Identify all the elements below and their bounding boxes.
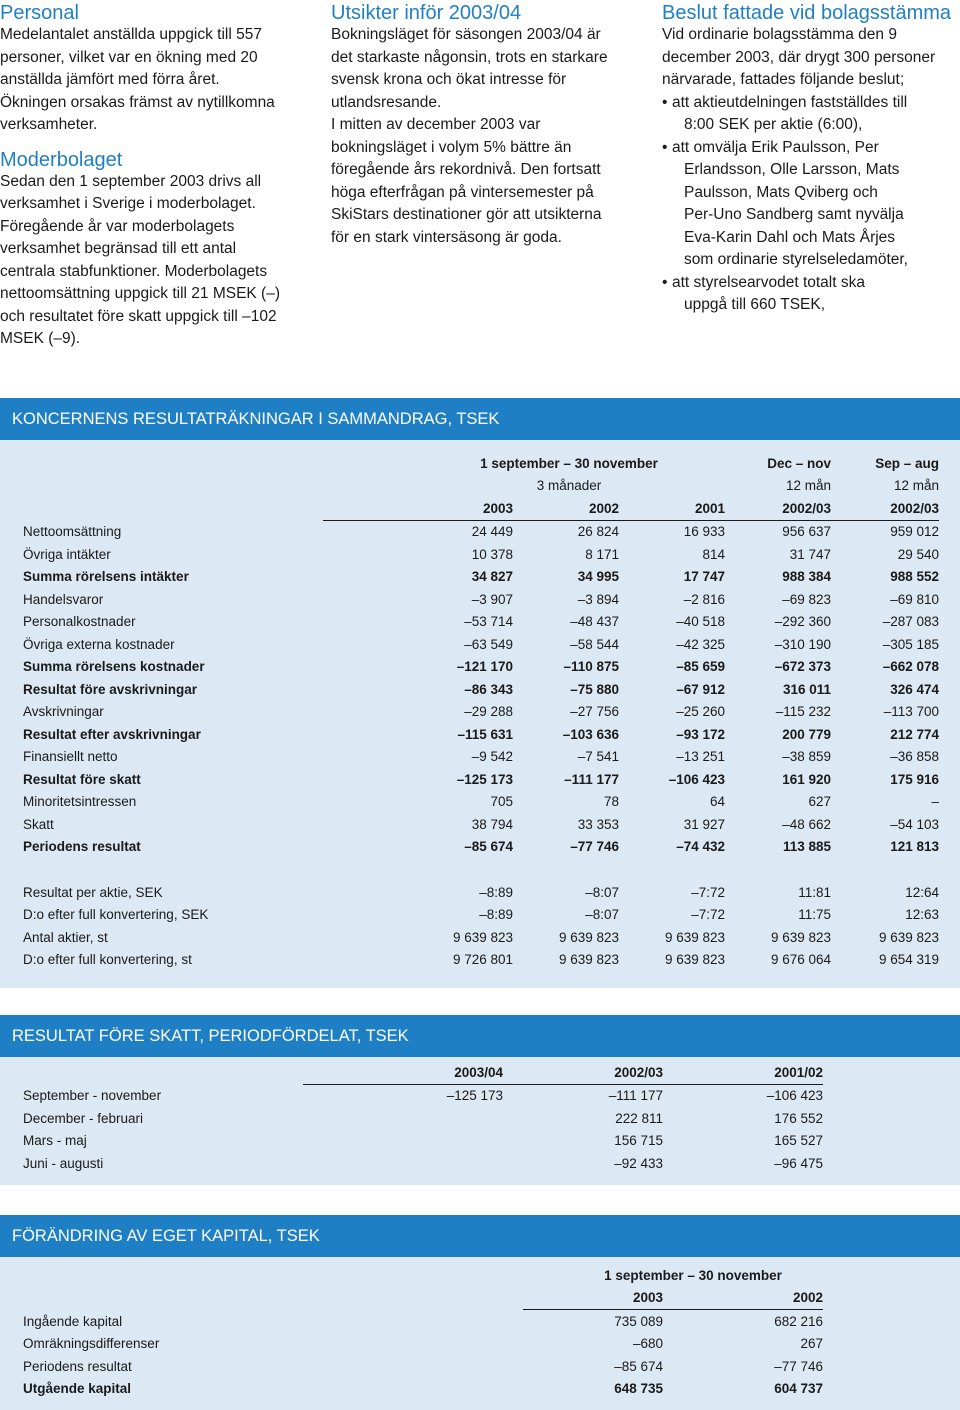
column-bolagsstamma — [662, 2, 952, 317]
table-row — [23, 813, 939, 836]
header-cell — [23, 1264, 523, 1287]
decision-item-dividend — [662, 92, 952, 137]
value-cell: – — [931, 794, 939, 810]
row-label: Personalkostnader — [23, 614, 136, 630]
value-cell: –9 542 — [471, 749, 513, 765]
value-cell — [303, 1107, 503, 1130]
value-cell: 31 927 — [683, 816, 725, 832]
spacer — [23, 858, 939, 881]
value-cell: 627 — [808, 794, 831, 810]
value-cell: –2 816 — [683, 591, 725, 607]
heading-personal: Personal — [0, 2, 79, 24]
value-cell: 9 639 823 — [664, 929, 725, 945]
value-cell: 9 639 823 — [664, 952, 725, 968]
value-cell: –36 858 — [890, 749, 939, 765]
heading-bolagsstamma: Beslut fattade vid bolagsstämma — [662, 2, 952, 24]
year-header: 2002/03 — [725, 497, 831, 520]
text-utsikter-2: I mitten av december 2003 var bokningsläget i volym 5% bättre än föregående års rekordnivå. Den fortsatt höga efterfrågan på vintersemester på SkiStars destinationer gör att utsikterna för en stark vintersäsong är goda. — [331, 116, 602, 246]
section-header-periodfordelat: RESULTAT FÖRE SKATT, PERIODFÖRDELAT, TSEK — [0, 1015, 960, 1057]
value-cell: 9 639 823 — [878, 929, 939, 945]
value-cell: –310 190 — [774, 636, 831, 652]
value-cell: 33 353 — [577, 816, 619, 832]
value-cell: 988 552 — [890, 569, 939, 585]
value-cell: –54 103 — [890, 816, 939, 832]
value-cell: 956 637 — [782, 524, 831, 540]
value-cell — [303, 1130, 503, 1153]
value-cell: –7 541 — [577, 749, 619, 765]
value-cell: 156 715 — [614, 1133, 663, 1149]
table-row — [23, 678, 939, 701]
section-header-resultatrakningar: KONCERNENS RESULTATRÄKNINGAR I SAMMANDRAG, TSEK — [0, 398, 960, 440]
value-cell: 648 735 — [614, 1381, 663, 1397]
year-header: 2002 — [513, 497, 619, 520]
row-label: Omräkningsdifferenser — [23, 1336, 160, 1352]
value-cell: –85 674 — [464, 839, 513, 855]
value-cell: –58 544 — [570, 636, 619, 652]
table-row — [23, 1152, 823, 1175]
table-row — [23, 701, 939, 724]
value-cell: 12:64 — [905, 884, 939, 900]
row-label: December - februari — [23, 1110, 144, 1126]
panel-periodfordelat — [0, 1057, 960, 1185]
decision-text: 8:00 SEK per aktie (6:00), — [684, 116, 863, 133]
year-header: 2002/03 — [503, 1061, 663, 1084]
value-cell: 11:75 — [798, 907, 831, 923]
value-cell: –53 714 — [464, 614, 513, 630]
decision-text: att aktieutdelningen fastställdes till — [672, 93, 908, 111]
panel-eget-kapital — [0, 1257, 960, 1410]
value-cell: –115 631 — [457, 726, 513, 742]
value-cell: 705 — [490, 794, 513, 810]
value-cell: 326 474 — [890, 681, 939, 697]
text-bolagsstamma: Vid ordinarie bolagsstämma den 9 december 2003, där drygt 300 personer närvarade, fattades följande beslut; — [662, 26, 936, 88]
value-cell: 176 552 — [774, 1110, 823, 1126]
row-label: Mars - maj — [23, 1133, 87, 1149]
row-label: Övriga externa kostnader — [23, 636, 175, 652]
value-cell: –48 662 — [782, 816, 831, 832]
value-cell: 113 885 — [782, 839, 831, 855]
header-12-months: 12 mån — [785, 478, 831, 494]
value-cell: –85 659 — [676, 659, 725, 675]
value-cell: –86 343 — [464, 681, 513, 697]
value-cell: –111 177 — [608, 1088, 663, 1104]
value-cell: 267 — [800, 1336, 823, 1352]
table-row — [23, 520, 939, 543]
value-cell: –48 437 — [570, 614, 619, 630]
value-cell: –29 288 — [464, 704, 513, 720]
table-row — [23, 656, 939, 679]
table-row — [23, 566, 939, 589]
table-row — [23, 1130, 823, 1153]
row-label: D:o efter full konvertering, SEK — [23, 907, 209, 923]
value-cell: –106 423 — [766, 1088, 823, 1104]
value-cell: 17 747 — [683, 569, 725, 585]
value-cell: –3 907 — [471, 591, 513, 607]
value-cell: 200 779 — [782, 726, 831, 742]
value-cell: –42 325 — [676, 636, 725, 652]
header-cell — [23, 452, 323, 475]
table-row — [23, 1310, 823, 1333]
value-cell: 9 726 801 — [452, 952, 513, 968]
value-cell: 9 639 823 — [558, 952, 619, 968]
table-row — [23, 768, 939, 791]
header-cell — [23, 497, 323, 520]
table-row — [23, 543, 939, 566]
value-cell: –96 475 — [774, 1155, 823, 1171]
value-cell: 38 794 — [471, 816, 513, 832]
header-cell — [23, 1061, 303, 1084]
row-label: Skatt — [23, 816, 54, 832]
table-row — [23, 1107, 823, 1130]
value-cell: 735 089 — [614, 1313, 663, 1329]
value-cell: 34 995 — [577, 569, 619, 585]
value-cell: –125 173 — [456, 771, 513, 787]
value-cell: –93 172 — [676, 726, 725, 742]
text-utsikter-1: Bokningsläget för säsongen 2003/04 är det starkaste någonsin, trots en starkare svensk krona och ökat intresse för utlandsresande. — [331, 26, 608, 111]
row-label: Resultat per aktie, SEK — [23, 884, 163, 900]
table-row — [23, 1333, 823, 1356]
value-cell: –69 810 — [890, 591, 939, 607]
text-personal: Medelantalet anställda uppgick till 557 personer, vilket var en ökning med 20 anställda jämfört med förra året. Ökningen orsakas främst av nytillkomna verksamheter. — [0, 26, 275, 133]
value-cell: 165 527 — [774, 1133, 823, 1149]
value-cell: –662 078 — [882, 659, 939, 675]
row-label: Finansiellt netto — [23, 749, 118, 765]
value-cell: 222 811 — [615, 1110, 663, 1126]
value-cell: –8:89 — [479, 884, 513, 900]
value-cell: –113 700 — [883, 704, 939, 720]
value-cell: 24 449 — [471, 524, 513, 540]
value-cell: –110 875 — [563, 659, 619, 675]
value-cell: 29 540 — [897, 546, 939, 562]
year-header: 2001/02 — [663, 1061, 823, 1084]
value-cell: –92 433 — [614, 1155, 663, 1171]
table-row — [23, 611, 939, 634]
row-label: Antal aktier, st — [23, 929, 108, 945]
header-sep-aug: Sep – aug — [875, 455, 939, 471]
year-header: 2002 — [663, 1287, 823, 1310]
table-row — [23, 881, 939, 904]
value-cell — [303, 1152, 503, 1175]
decision-text: uppgå till 660 TSEK, — [684, 296, 826, 313]
text-moderbolaget: Sedan den 1 september 2003 drivs all verksamhet i Sverige i moderbolaget. Föregående år var moderbolagets verksamhet begränsad till ett antal centrala stabfunktioner. Moderbolagets nettoomsättning uppgick till 21 MSEK (–) och resultatet före skatt uppgick till –102 MSEK (–9). — [0, 172, 280, 347]
value-cell: –25 260 — [676, 704, 725, 720]
value-cell: 212 774 — [890, 726, 939, 742]
value-cell: –74 432 — [676, 839, 725, 855]
row-label: Övriga intäkter — [23, 546, 111, 562]
decision-text: Erlandsson, Olle Larsson, Mats — [684, 161, 900, 178]
value-cell: 26 824 — [577, 524, 619, 540]
year-header: 2003 — [523, 1287, 663, 1310]
header-dec-nov: Dec – nov — [767, 455, 831, 471]
row-label: Minoritetsintressen — [23, 794, 137, 810]
value-cell: 10 378 — [471, 546, 513, 562]
header-cell — [23, 1287, 523, 1310]
decision-text: Paulsson, Mats Qviberg och — [684, 183, 878, 201]
value-cell: –7:72 — [691, 884, 725, 900]
value-cell: –7:72 — [691, 907, 725, 923]
section-header-eget-kapital: FÖRÄNDRING AV EGET KAPITAL, TSEK — [0, 1215, 960, 1257]
row-label: Periodens resultat — [23, 1358, 132, 1374]
equity-table — [23, 1264, 823, 1400]
row-label: Handelsvaror — [23, 591, 104, 607]
value-cell: 34 827 — [471, 569, 513, 585]
value-cell: 16 933 — [683, 524, 725, 540]
value-cell: –75 880 — [570, 681, 619, 697]
value-cell: –13 251 — [676, 749, 725, 765]
value-cell: –67 912 — [676, 681, 725, 697]
value-cell: 9 639 823 — [770, 929, 831, 945]
table-row — [23, 588, 939, 611]
panel-resultatrakningar — [0, 440, 960, 988]
header-3-months: 3 månader — [536, 478, 602, 494]
value-cell: –305 185 — [882, 636, 939, 652]
value-cell: –3 894 — [577, 591, 619, 607]
decision-item-fee — [662, 272, 952, 317]
header-12-months: 12 mån — [893, 478, 939, 494]
value-cell: –111 177 — [564, 771, 619, 787]
table-row — [23, 723, 939, 746]
decision-text: som ordinarie styrelseledamöter, — [684, 251, 908, 268]
value-cell: 31 747 — [789, 546, 831, 562]
header-period: 1 september – 30 november — [604, 1267, 782, 1283]
value-cell: –63 549 — [464, 636, 513, 652]
year-header: 2003/04 — [303, 1061, 503, 1084]
row-label: Juni - augusti — [23, 1155, 104, 1171]
value-cell: 9 654 319 — [878, 952, 939, 968]
period-table — [23, 1061, 823, 1175]
row-label: Resultat efter avskrivningar — [23, 726, 201, 742]
table-row — [23, 904, 939, 927]
value-cell: 64 — [709, 794, 725, 810]
value-cell: 161 920 — [782, 771, 831, 787]
row-label: Resultat före skatt — [23, 771, 141, 787]
table-row — [23, 791, 939, 814]
value-cell: 604 737 — [774, 1381, 823, 1397]
table-row — [23, 1084, 823, 1107]
value-cell: –77 746 — [570, 839, 619, 855]
value-cell: 175 916 — [890, 771, 939, 787]
value-cell: –292 360 — [774, 614, 831, 630]
decision-text: Per-Uno Sandberg samt nyvälja — [684, 206, 904, 223]
decision-list — [662, 92, 952, 317]
decision-item-board — [662, 137, 952, 272]
header-period: 1 september – 30 november — [480, 455, 658, 471]
heading-utsikter: Utsikter inför 2003/04 — [331, 2, 522, 24]
value-cell: 78 — [603, 794, 619, 810]
value-cell: 11:81 — [798, 884, 831, 900]
row-label: Periodens resultat — [23, 839, 141, 855]
value-cell: 814 — [702, 546, 725, 562]
value-cell: 988 384 — [782, 569, 831, 585]
value-cell: 121 813 — [890, 839, 939, 855]
value-cell: –69 823 — [782, 591, 831, 607]
value-cell: –103 636 — [562, 726, 619, 742]
header-cell — [23, 475, 323, 498]
table-row — [23, 836, 939, 859]
row-label: Summa rörelsens kostnader — [23, 659, 205, 675]
value-cell: 8 171 — [585, 546, 619, 562]
row-label: Ingående kapital — [23, 1313, 123, 1329]
value-cell: –27 756 — [570, 704, 619, 720]
table-row — [23, 949, 939, 972]
value-cell: –77 746 — [774, 1358, 823, 1374]
decision-text: att omvälja Erik Paulsson, Per — [672, 138, 879, 156]
column-utsikter — [331, 2, 621, 249]
value-cell: –40 518 — [676, 614, 725, 630]
heading-moderbolaget: Moderbolaget — [0, 148, 123, 171]
row-label: Summa rörelsens intäkter — [23, 569, 189, 585]
decision-text: Eva-Karin Dahl och Mats Årjes — [684, 228, 896, 246]
column-personal — [0, 2, 290, 351]
value-cell: –125 173 — [446, 1088, 503, 1104]
value-cell: –115 232 — [775, 704, 831, 720]
value-cell: –672 373 — [774, 659, 831, 675]
table-row — [23, 926, 939, 949]
income-statement-table — [23, 452, 939, 971]
year-header: 2003 — [323, 497, 513, 520]
year-header: 2002/03 — [831, 497, 939, 520]
value-cell: –121 170 — [456, 659, 513, 675]
row-label: Utgående kapital — [23, 1381, 132, 1397]
row-label: Avskrivningar — [23, 704, 104, 720]
row-label: D:o efter full konvertering, st — [23, 952, 192, 968]
row-label: Nettoomsättning — [23, 524, 122, 539]
value-cell: 682 216 — [774, 1313, 823, 1329]
table-row — [23, 1378, 823, 1401]
table-row — [23, 746, 939, 769]
value-cell: –38 859 — [782, 749, 831, 765]
value-cell: –8:89 — [479, 907, 513, 923]
value-cell: –680 — [632, 1336, 663, 1352]
table-row — [23, 633, 939, 656]
value-cell: 12:63 — [905, 907, 939, 923]
value-cell: 9 639 823 — [452, 929, 513, 945]
value-cell: –8:07 — [585, 907, 619, 923]
value-cell: –287 083 — [882, 614, 939, 630]
value-cell: –85 674 — [614, 1358, 663, 1374]
row-label: Resultat före avskrivningar — [23, 681, 198, 697]
table-row — [23, 1355, 823, 1378]
row-label: September - november — [23, 1088, 162, 1103]
value-cell: 9 676 064 — [770, 952, 831, 968]
decision-text: att styrelsearvodet totalt ska — [672, 273, 865, 291]
value-cell: 316 011 — [782, 681, 831, 697]
value-cell: –106 423 — [668, 771, 725, 787]
value-cell: –8:07 — [585, 884, 619, 900]
value-cell: 9 639 823 — [558, 929, 619, 945]
year-header: 2001 — [619, 497, 725, 520]
value-cell: 959 012 — [890, 524, 939, 540]
